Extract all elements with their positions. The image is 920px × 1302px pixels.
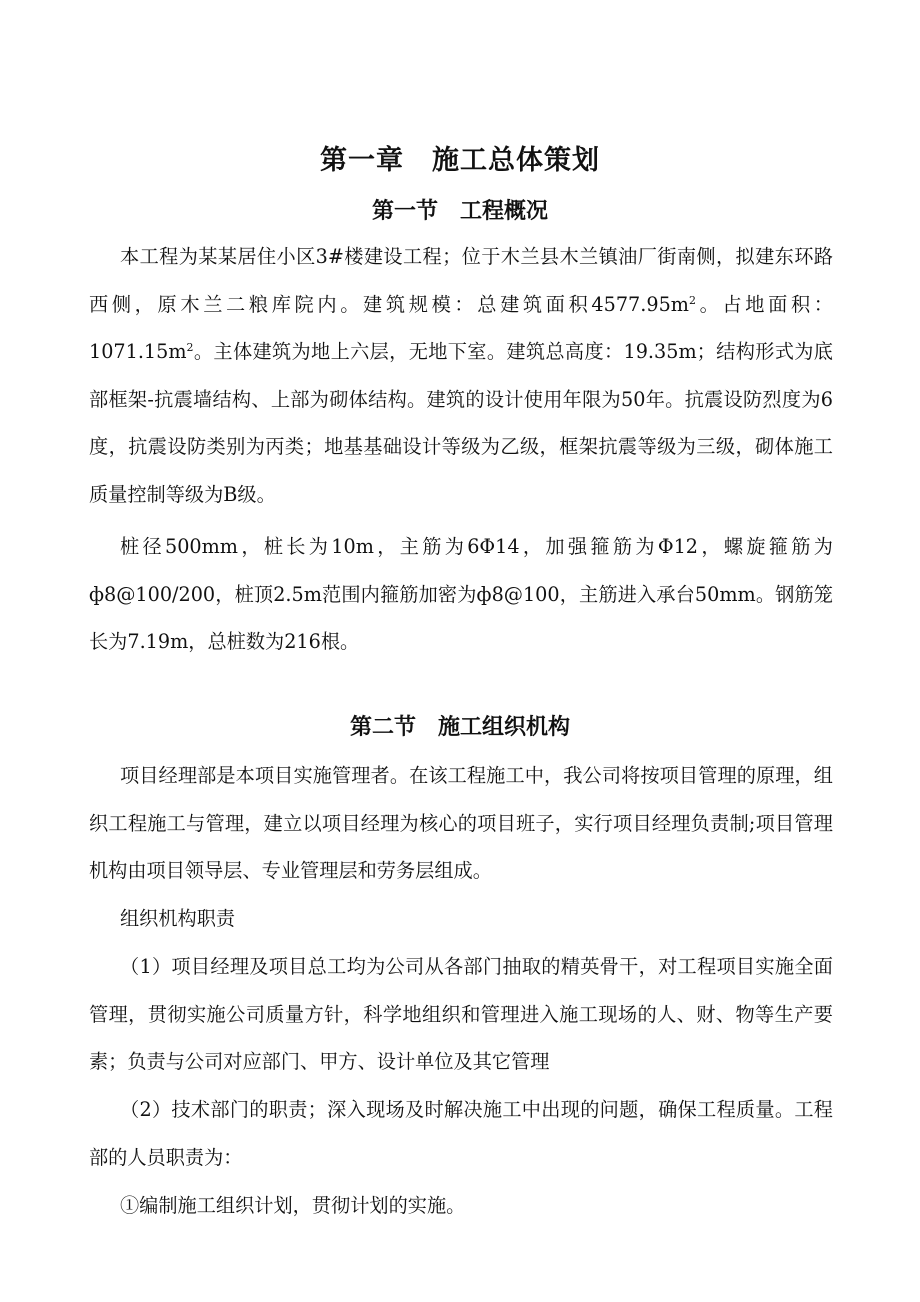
superscript-area-unit: 2 xyxy=(186,341,194,354)
paragraph-duties-heading: 组织机构职责 xyxy=(120,907,236,930)
superscript-area-unit: 2 xyxy=(688,293,696,307)
paragraph-organization-intro: 项目经理部是本项目实施管理者。在该工程施工中，我公司将按项目管理的原理，组织工程施工与管理，建立以项目经理为核心的项目班子，实行项目经理负责制;项目管理机构由项目领导层、专业管理层和劳务层组成。 xyxy=(89,764,833,882)
paragraph-duty-item-3: ①编制施工组织计划，贯彻计划的实施。 xyxy=(120,1194,466,1217)
paragraph-project-overview xyxy=(89,233,833,518)
chapter-title: 第一章 施工总体策划 xyxy=(320,145,600,176)
paragraph-pile-specs: 桩径500mm，桩长为10m，主筋为6Φ14，加强箍筋为Φ12，螺旋箍筋为ф8@100/200，桩顶2.5m范围内箍筋加密为ф8@100，主筋进入承台50mm。钢筋笼长为7.19m，总桩数为216根。 xyxy=(89,535,833,653)
section-title-overview: 第一节 工程概况 xyxy=(371,198,548,224)
overview-text-part-2: 。占地面积：1071.15m xyxy=(89,292,833,363)
overview-text-part-3: 。主体建筑为地上六层，无地下室。建筑总高度：19.35m；结构形式为底部框架-抗震墙结构、上部为砌体结构。建筑的设计使用年限为50年。抗震设防烈度为6度，抗震设防类别为丙类；地基基础设计等级为乙级，框架抗震等级为三级，砌体施工质量控制等级为B级。 xyxy=(89,340,833,506)
section-title-organization: 第二节 施工组织机构 xyxy=(349,714,570,740)
paragraph-duty-item-1: （1）项目经理及项目总工均为公司从各部门抽取的精英骨干，对工程项目实施全面管理，贯彻实施公司质量方针，科学地组织和管理进入施工现场的人、财、物等生产要素；负责与公司对应部门、甲方、设计单位及其它管理 xyxy=(89,955,833,1073)
overview-text-part-1: 本工程为某某居住小区3#楼建设工程；位于木兰县木兰镇油厂街南侧，拟建东环路西侧，原木兰二粮库院内。建筑规模：总建筑面积4577.95m xyxy=(89,245,833,316)
paragraph-duty-item-2: （2）技术部门的职责；深入现场及时解决施工中出现的问题，确保工程质量。工程部的人员职责为： xyxy=(89,1098,833,1169)
